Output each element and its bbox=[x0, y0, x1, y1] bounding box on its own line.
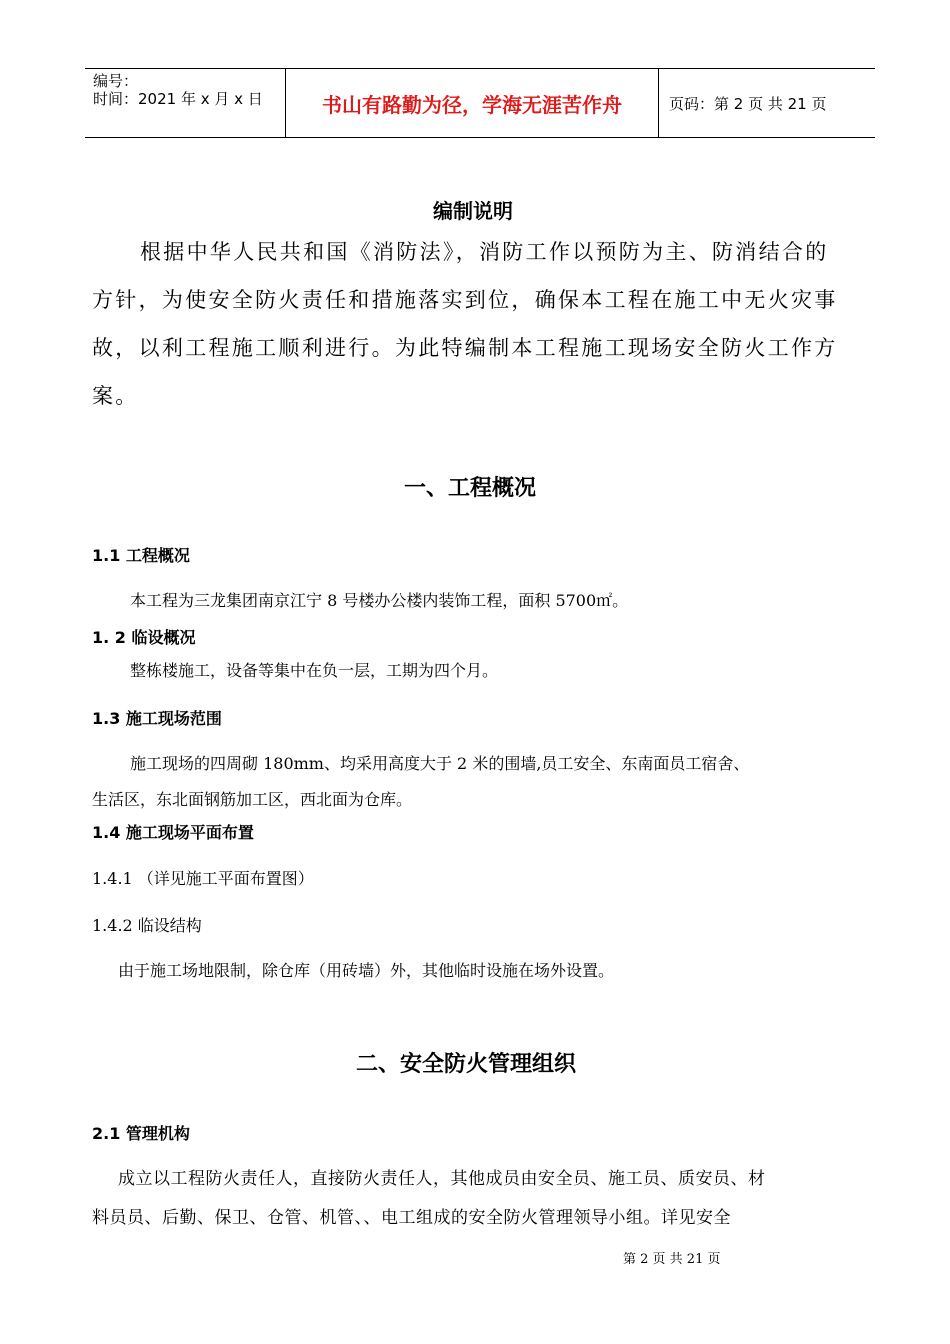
header-page-label: 页码：第 2 页 共 21 页 bbox=[669, 94, 827, 113]
intro-line-2: 方针，为使安全防火责任和措施落实到位，确保本工程在施工中无火灾事 bbox=[92, 288, 838, 312]
s1-2-text: 整栋楼施工，设备等集中在负一层，工期为四个月。 bbox=[130, 661, 499, 680]
s1-3-heading: 1.3 施工现场范围 bbox=[92, 709, 222, 728]
s1-4-2: 1.4.2 临设结构 bbox=[92, 916, 202, 935]
s1-1-heading: 1.1 工程概况 bbox=[92, 546, 190, 565]
s2-1-line-2: 料员员、后勤、保卫、仓管、机管、、电工组成的安全防火管理领导小组。详见安全 bbox=[92, 1208, 731, 1228]
s1-4-2-text: 由于施工场地限制，除仓库（用砖墙）外，其他临时设施在场外设置。 bbox=[118, 961, 615, 980]
s1-3-line-2: 生活区，东北面钢筋加工区，西北面为仓库。 bbox=[92, 790, 413, 809]
s1-4-1: 1.4.1 （详见施工平面布置图） bbox=[92, 869, 314, 888]
s2-1-line-1: 成立以工程防火责任人，直接防火责任人，其他成员由安全员、施工员、质安员、材 bbox=[118, 1169, 766, 1189]
s2-1-heading: 2.1 管理机构 bbox=[92, 1124, 190, 1143]
intro-title: 编制说明 bbox=[433, 199, 513, 223]
s1-2-heading: 1. 2 临设概况 bbox=[92, 628, 196, 647]
number-label: 编号： bbox=[93, 72, 139, 90]
page-footer: 第 2 页 共 21 页 bbox=[623, 1252, 721, 1267]
intro-line-3: 故，以利工程施工顺利进行。为此特编制本工程施工现场安全防火工作方 bbox=[92, 336, 838, 360]
section-1-heading: 一、工程概况 bbox=[404, 476, 537, 501]
section-2-heading: 二、安全防火管理组织 bbox=[356, 1052, 577, 1077]
s1-3-line-1: 施工现场的四周砌 180mm、均采用高度大于 2 米的围墙,员工安全、东南面员工宿舍、 bbox=[130, 754, 750, 773]
intro-line-1: 根据中华人民共和国《消防法》，消防工作以预防为主、防消结合的 bbox=[140, 240, 829, 264]
header-info bbox=[85, 69, 293, 137]
header-motto: 书山有路勤为径，学海无涯苦作舟 bbox=[285, 69, 659, 137]
s1-4-heading: 1.4 施工现场平面布置 bbox=[92, 823, 254, 842]
s1-1-text: 本工程为三龙集团南京江宁 8 号楼办公楼内装饰工程，面积 5700㎡。 bbox=[130, 591, 629, 610]
page-header bbox=[85, 68, 875, 138]
intro-line-4: 案。 bbox=[92, 384, 139, 408]
time-label: 时间：2021 年 x 月 x 日 bbox=[93, 90, 263, 108]
